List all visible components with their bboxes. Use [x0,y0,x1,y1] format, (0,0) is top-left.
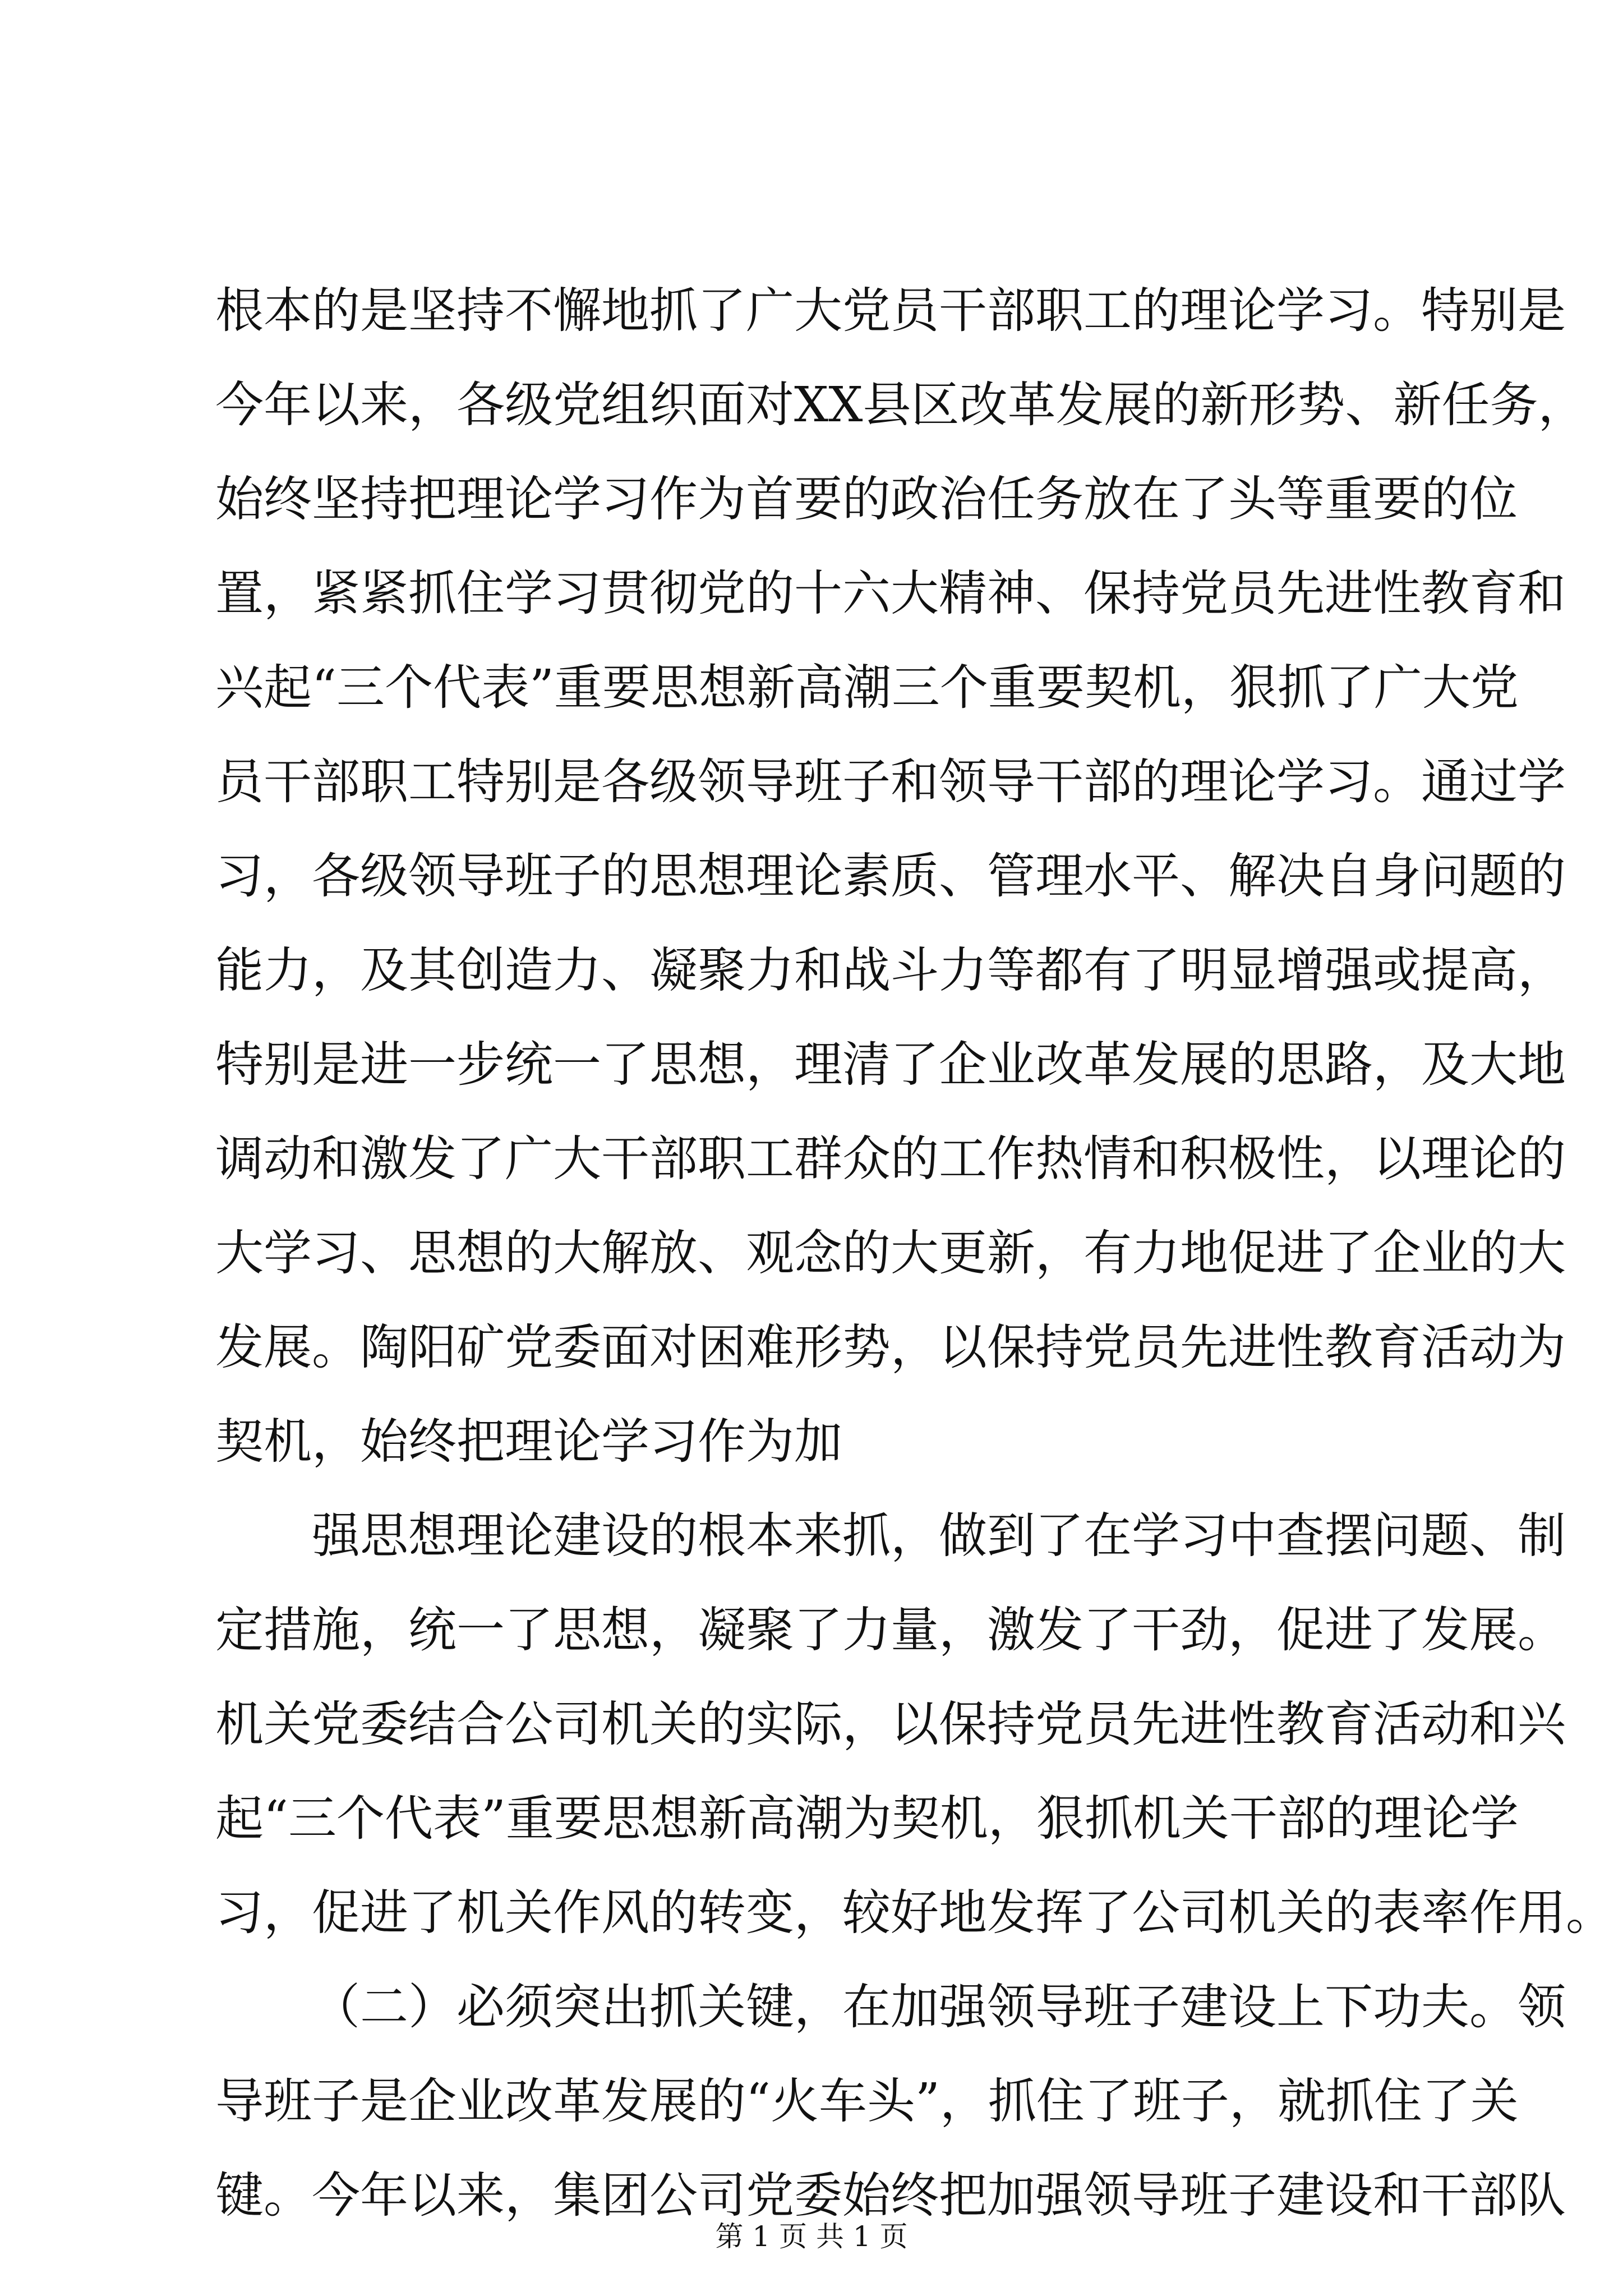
text-line: 兴起“三个代表”重要思想新高潮三个重要契机，狠抓了广大党 [215,660,1519,716]
text-line: 起“三个代表”重要思想新高潮为契机，狠抓机关干部的理论学 [215,1791,1519,1847]
text-line: 机关党委结合公司机关的实际，以保持党员先进性教育活动和兴 [215,1696,1566,1752]
text-line: 强思想理论建设的根本来抓，做到了在学习中查摆问题、制 [312,1508,1566,1564]
text-line: 能力，及其创造力、凝聚力和战斗力等都有了明显增强或提高， [215,942,1566,999]
paragraph-1 [215,264,1587,1489]
text-line: 习，促进了机关作风的转变，较好地发挥了公司机关的表率作用。 [215,1885,1614,1941]
text-line: 大学习、思想的大解放、观念的大更新，有力地促进了企业的大 [215,1225,1566,1281]
text-line: 今年以来，各级党组织面对XX县区改革发展的新形势、新任务， [215,377,1587,433]
paragraph-2 [215,1489,1614,1960]
text-line: 置，紧紧抓住学习贯彻党的十六大精神、保持党员先进性教育和 [215,565,1566,622]
text-line: 发展。陶阳矿党委面对困难形势，以保持党员先进性教育活动为 [215,1319,1566,1375]
document-body [215,264,1614,2243]
text-line: 调动和激发了广大干部职工群众的工作热情和积极性，以理论的 [215,1131,1566,1187]
text-line: 导班子是企业改革发展的“火车头”，抓住了班子，就抓住了关 [215,2073,1519,2129]
paragraph-3 [215,1960,1566,2243]
text-line: 键。今年以来，集团公司党委始终把加强领导班子建设和干部队 [215,2168,1566,2224]
text-line: 员干部职工特别是各级领导班子和领导干部的理论学习。通过学 [215,754,1566,810]
page-number-footer: 第 1 页 共 1 页 [715,2220,908,2253]
text-line: 始终坚持把理论学习作为首要的政治任务放在了头等重要的位 [215,471,1518,527]
text-line: 定措施，统一了思想，凝聚了力量，激发了干劲，促进了发展。 [215,1602,1566,1658]
text-line: 特别是进一步统一了思想，理清了企业改革发展的思路，及大地 [215,1037,1566,1093]
text-line: 契机，始终把理论学习作为加 [215,1414,842,1470]
text-line: 习，各级领导班子的思想理论素质、管理水平、解决自身问题的 [215,848,1566,904]
text-line: 根本的是坚持不懈地抓了广大党员干部职工的理论学习。特别是 [215,283,1566,339]
text-line: （二）必须突出抓关键，在加强领导班子建设上下功夫。领 [312,1979,1566,2035]
